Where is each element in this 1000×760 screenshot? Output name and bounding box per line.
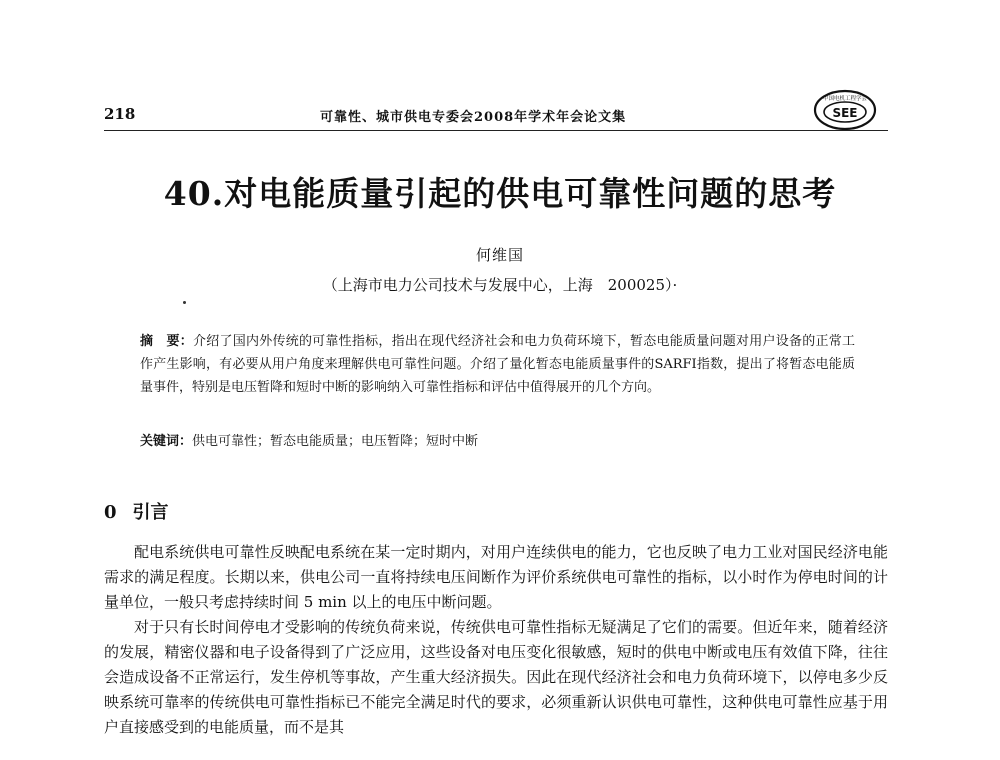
- author: 何维国: [475, 246, 524, 264]
- abstract-text: 介绍了国内外传统的可靠性指标，指出在现代经济社会和电力负荷环境下，暂态电能质量问题对用户设备的正常工作产生影响，有必要从用户角度来理解供电可靠性问题。介绍了量化暂态电能质量事件的SARFI指数，提出了将暂态电能质量事件，特别是电压暂降和短时中断的影响纳入可靠性指标和评估中值得展开的几个方向。: [140, 334, 855, 395]
- paragraph: 对于只有长时间停电才受影响的传统负荷来说，传统供电可靠性指标无疑满足了它们的需要。但近年来，随着经济的发展，精密仪器和电子设备得到了广泛应用，这些设备对电压变化很敏感，短时的供电中断或电压有效值下降，往往会造成设备不正常运行，发生停机等事故，产生重大经济损失。因此在现代经济社会和电力负荷环境下，以停电多少反映系统可靠率的传统供电可靠性指标已不能完全满足时代的要求，必须重新认识供电可靠性，这种供电可靠性应基于用户直接感受到的电能质量，而不是其: [104, 618, 888, 736]
- section-heading: [104, 498, 169, 524]
- keywords-label: 关键词：: [140, 434, 193, 449]
- logo-text: SEE: [832, 106, 858, 120]
- see-logo: [812, 88, 878, 132]
- body-text: [104, 540, 888, 740]
- page-number: 218: [104, 105, 136, 123]
- paper-title: 40.对电能质量引起的供电可靠性问题的思考: [163, 174, 837, 213]
- header-rule: [104, 130, 888, 131]
- section-number: 0: [104, 502, 117, 523]
- keywords: [140, 430, 855, 453]
- keywords-text: 供电可靠性；暂态电能质量；电压暂降；短时中断: [192, 434, 479, 449]
- see-logo-icon: [812, 88, 878, 132]
- abstract-label: 摘 要：: [140, 334, 193, 349]
- abstract: [140, 330, 855, 399]
- logo-ring-text: 中国电机工程学会: [822, 96, 868, 102]
- paragraph: 配电系统供电可靠性反映配电系统在某一定时期内，对用户连续供电的能力，它也反映了电力工业对国民经济电能需求的满足程度。长期以来，供电公司一直将持续电压间断作为评价系统供电可靠性的指标，以小时作为停电时间的计量单位，一般只考虑持续时间 5 min 以上的电压中断问题。: [104, 543, 888, 611]
- affiliation: （上海市电力公司技术与发展中心，上海 200025）·: [322, 276, 678, 294]
- section-title: 引言: [132, 502, 169, 523]
- running-header: 可靠性、城市供电专委会2008年学术年会论文集: [320, 110, 627, 125]
- stray-mark: [183, 301, 186, 304]
